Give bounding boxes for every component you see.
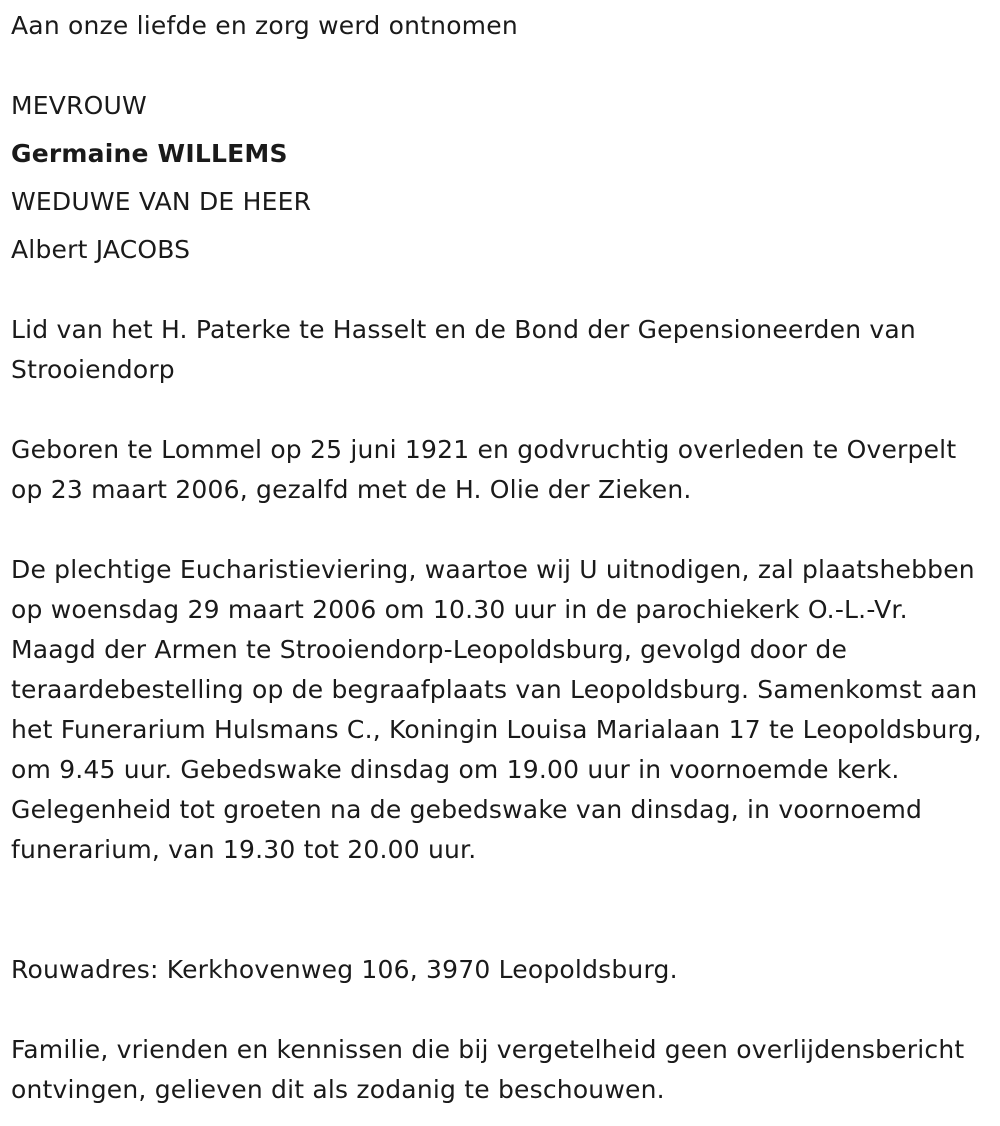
mourning-address: Rouwadres: Kerkhovenweg 106, 3970 Leopoldsburg. xyxy=(11,955,678,984)
deceased-name: Germaine WILLEMS xyxy=(11,139,288,168)
honorific: MEVROUW xyxy=(11,91,147,120)
intro-line: Aan onze liefde en zorg werd ontnomen xyxy=(11,11,518,40)
birth-death-paragraph: Geboren te Lommel op 25 juni 1921 en godvruchtig overleden te Overpelt op 23 maart 2006, gezalfd met de H. Olie der Zieken. xyxy=(11,435,957,504)
spouse-name: Albert JACOBS xyxy=(11,235,191,264)
membership-paragraph: Lid van het H. Paterke te Hasselt en de Bond der Gepensioneerden van Strooiendorp xyxy=(11,315,916,384)
family-note-paragraph: Familie, vrienden en kennissen die bij vergetelheid geen overlijdensbericht ontvingen, gelieven dit als zodanig te beschouwen. xyxy=(11,1035,965,1104)
widow-of-line: WEDUWE VAN DE HEER xyxy=(11,187,312,216)
ceremony-paragraph: De plechtige Eucharistieviering, waartoe wij U uitnodigen, zal plaatshebben op woensdag 29 maart 2006 om 10.30 uur in de parochiekerk O.-L.-Vr. Maagd der Armen te Strooiendorp-Leopoldsburg, gevolgd door de teraardebestelling op de begraafplaats van Leopoldsburg. Samenkomst aan het Funerarium Hulsmans C., Koningin Louisa Marialaan 17 te Leopoldsburg, om 9.45 uur. Gebedswake dinsdag om 19.00 uur in voornoemde kerk. Gelegenheid tot groeten na de gebedswake van dinsdag, in voornoemd funerarium, van 19.30 tot 20.00 uur. xyxy=(11,555,982,864)
